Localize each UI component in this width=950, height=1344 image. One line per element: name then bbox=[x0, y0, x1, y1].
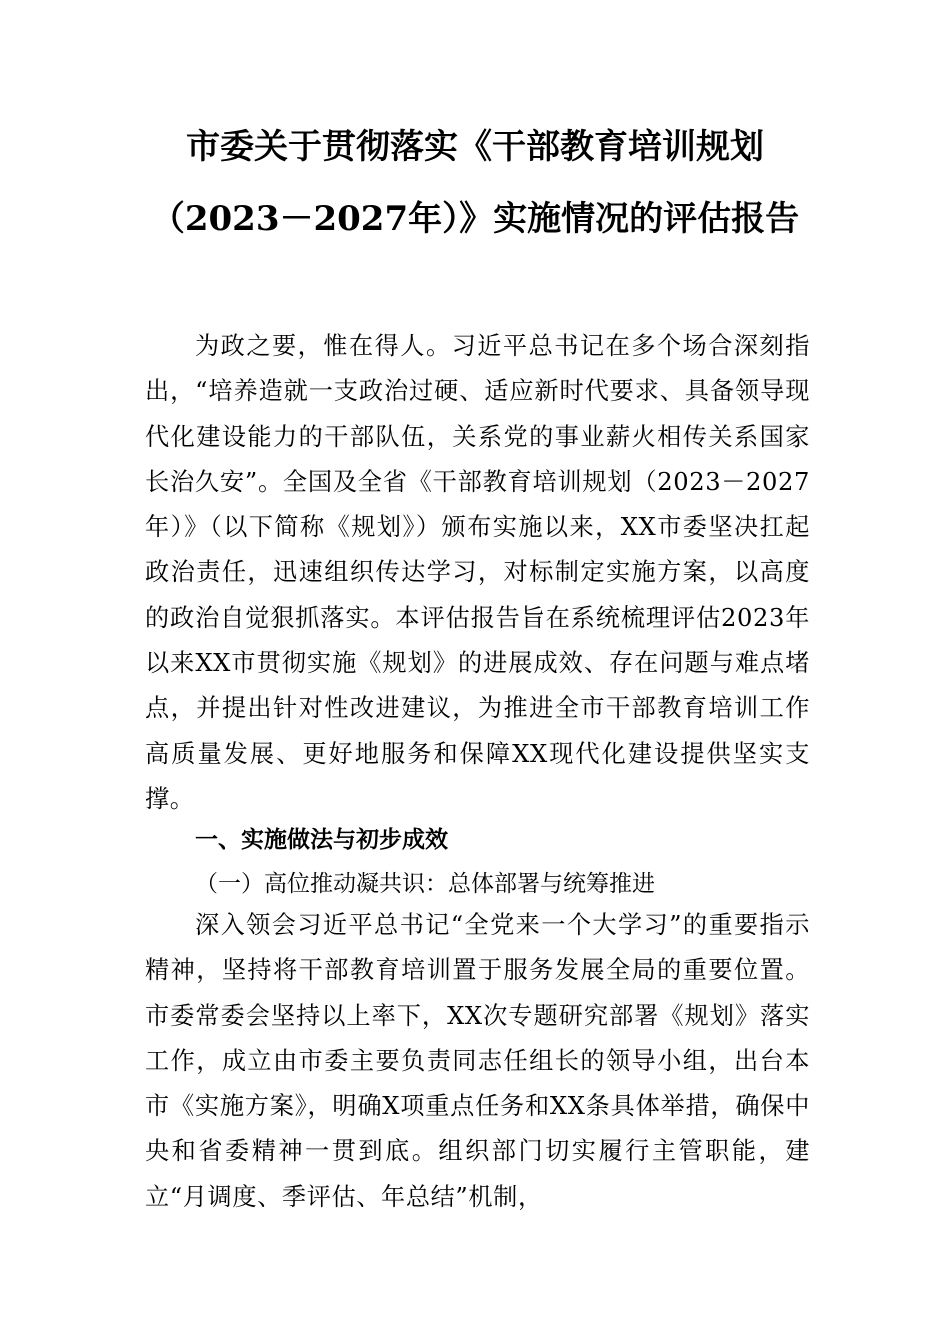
section-heading: 一、实施做法与初步成效 bbox=[195, 827, 448, 853]
document-title-line-1: 市委关于贯彻落实《干部教育培训规划 bbox=[186, 127, 764, 167]
intro-paragraph: 为政之要，惟在得人。习近平总书记在多个场合深刻指出，“培养造就一支政治过硬、适应新时代要求、具备领导现代化建设能力的干部队伍，关系党的事业薪火相传关系国家长治久安”。全国及全省《干部教育培训规划（2023－2027年）》（以下简称《规划》）颁布实施以来，XX市委坚决扛起政治责任，迅速组织传达学习，对标制定实施方案，以高度的政治自觉狠抓落实。本评估报告旨在系统梳理评估2023年以来XX市贯彻实施《规划》的进展成效、存在问题与难点堵点，并提出针对性改进建议，为推进全市干部教育培训工作高质量发展、更好地服务和保障XX现代化建设提供坚实支撑。 bbox=[145, 332, 810, 813]
subsection-heading: （一）高位推动凝共识：总体部署与统筹推进 bbox=[195, 871, 655, 897]
document-title-line-2: （2023－2027年）》实施情况的评估报告 bbox=[150, 199, 800, 239]
section-paragraph: 深入领会习近平总书记“全党来一个大学习”的重要指示精神，坚持将干部教育培训置于服务发展全局的重要位置。市委常委会坚持以上率下，XX次专题研究部署《规划》落实工作，成立由市委主要负责同志任组长的领导小组，出台本市《实施方案》，明确X项重点任务和XX条具体举措，确保中央和省委精神一贯到底。组织部门切实履行主管职能，建立“月调度、季评估、年总结”机制， bbox=[145, 911, 810, 1211]
